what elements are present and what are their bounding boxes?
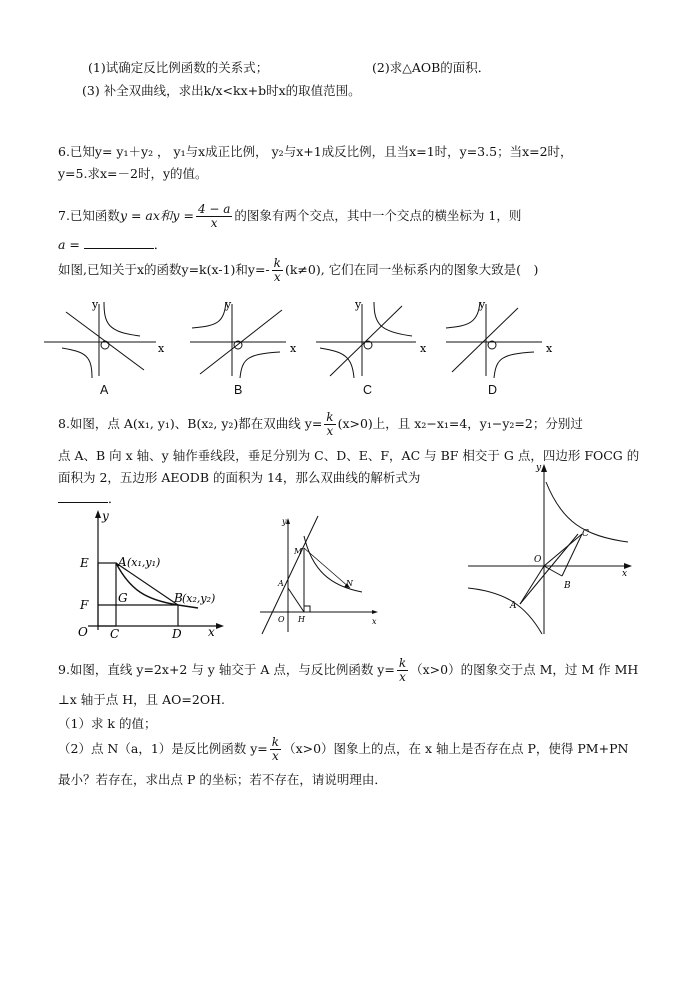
q8-figure-3 [466, 462, 636, 637]
q7b-y-label: y [225, 298, 232, 311]
q8-frac-num: k [326, 410, 334, 424]
q7-fraction [196, 203, 232, 230]
q7-func: y = ax和y = [119, 208, 194, 223]
q7-sub-pre: 如图,已知关于x的函数y=k(x-1)和y=- [58, 262, 270, 277]
q8f1-B: B [174, 591, 183, 605]
q7-answer-suffix: ． [153, 237, 167, 252]
q9-line4-den: x [272, 749, 279, 763]
q8f2-N: N [346, 579, 353, 588]
q9-line5: 最小？若存在，求出点 P 的坐标；若不存在，请说明理由． [58, 772, 387, 787]
q8f1-A: A [118, 555, 127, 569]
q8f1-A-coord: (x₁,y₁) [127, 556, 161, 569]
q8-answer-blank [58, 490, 108, 503]
q8f2-A: A [278, 579, 284, 588]
q8f3-x: x [622, 569, 628, 579]
q7-post: 的图象有两个交点，其中一个交点的横坐标为 1，则 [234, 208, 522, 223]
q8-figure-1 [70, 508, 230, 643]
q8f2-y: y [282, 517, 287, 526]
q9-line4-fraction [270, 736, 281, 763]
q9-line2: ⊥x 轴于点 H，且 AO=2OH. [58, 692, 225, 707]
q8f3-C: C [582, 529, 589, 539]
q8f1-y: y [102, 509, 109, 523]
q7-option-c: C [363, 383, 373, 397]
q5-part1: (1)试确定反比例函数的关系式； [88, 60, 269, 75]
q8-line1-post: (x>0)上，且 x₂−x₁=4，y₁−y₂=2；分别过 [337, 416, 583, 431]
q7-frac-den: x [210, 216, 218, 230]
q9-line1-pre: 9.如图，直线 y=2x+2 与 y 轴交于 A 点，与反比例函数 y= [58, 662, 395, 677]
q7-graph-d [446, 294, 571, 379]
q7-option-a: A [100, 383, 109, 397]
q9-line1 [58, 656, 638, 684]
q7-sub-post: (k≠0), 它们在同一坐标系内的图象大致是( ) [284, 262, 539, 277]
q8f1-G: G [118, 591, 128, 605]
q7-graph-b [190, 294, 315, 379]
q7-answer-line [58, 236, 166, 253]
q8-frac-den: x [326, 424, 334, 438]
q7-option-d: D [488, 383, 498, 397]
q8f1-E: E [80, 556, 89, 570]
q7-answer-prefix: a = [58, 237, 80, 252]
q5-part2: (2)求△AOB的面积． [372, 60, 491, 75]
q9-frac-num: k [398, 656, 407, 670]
q8-fraction [324, 411, 335, 438]
q9-frac-den: x [399, 670, 406, 684]
q8-line2: 点 A、B 向 x 轴、y 轴作垂线段，垂足分别为 C、D、E、F，AC 与 BF 相交于 G 点，四边形 FOCG 的 [58, 448, 640, 463]
q6-line1: 6.已知y= y₁＋y₂ ， y₁与x成正比例， y₂与x+1成反比例，且当x=1时，y=3.5；当x=2时， [58, 144, 573, 159]
q7-sub-question [58, 256, 538, 284]
q8f2-H: H [298, 615, 305, 624]
q8f1-F: F [80, 598, 89, 612]
q7-option-b: B [234, 383, 243, 397]
q9-line4-post: （x>0）图象上的点，在 x 轴上是否存在点 P，使得 PM+PN [283, 741, 629, 756]
q8-line4-end: ． [108, 491, 121, 506]
q8f3-O: O [534, 555, 542, 565]
q9-line4-num: k [271, 735, 280, 749]
q7-sub-fraction [272, 257, 283, 284]
q8-figure-2 [250, 514, 385, 639]
q7-pre: 7.已知函数 [58, 208, 120, 223]
q7a-y-label: y [92, 298, 99, 311]
q7-line1 [58, 202, 521, 230]
q9-line3: （1）求 k 的值； [58, 716, 157, 731]
q7-frac-num: 4 − a [197, 202, 231, 216]
q8f3-A: A [510, 601, 517, 611]
q8f1-x: x [208, 625, 215, 639]
q9-line1-post: （x>0）的图象交于点 M，过 M 作 MH [410, 662, 639, 677]
q9-fraction [397, 657, 408, 684]
q7d-x-label: x [546, 342, 553, 355]
q8f1-D: D [172, 627, 182, 641]
q8f3-y: y [536, 463, 542, 473]
q8f3-B: B [564, 581, 571, 591]
q8-line4 [58, 490, 121, 507]
q7-graph-c [316, 294, 441, 379]
q8-line3: 面积为 2，五边形 AEODB 的面积为 14，那么双曲线的解析式为 [58, 470, 421, 485]
q8-line1 [58, 410, 583, 438]
q8f1-O: O [78, 625, 88, 639]
q8f2-M: M [294, 547, 303, 556]
q7-sub-num: k [273, 256, 281, 270]
q8f2-O: O [278, 615, 285, 624]
q8f1-C: C [110, 627, 120, 641]
q6-line2: y=5.求x=－2时，y的值。 [58, 166, 208, 181]
q8f1-B-coord: (x₂,y₂) [182, 592, 216, 605]
q9-line4-pre: （2）点 N（a，1）是反比例函数 y= [58, 741, 268, 756]
q7d-y-label: y [479, 298, 486, 311]
q7a-x-label: x [158, 342, 165, 355]
q7c-y-label: y [355, 298, 362, 311]
q5-part3: (3) 补全双曲线，求出k/x<kx+b时x的取值范围。 [82, 83, 361, 98]
q7c-x-label: x [420, 342, 427, 355]
q8-line1-pre: 8.如图，点 A(x₁, y₁)、B(x₂, y₂)都在双曲线 y= [58, 416, 323, 431]
q7b-x-label: x [290, 342, 297, 355]
q8f2-x: x [372, 617, 377, 626]
q9-line4 [58, 734, 628, 764]
q7-sub-den: x [273, 270, 281, 284]
q7-answer-blank [84, 236, 154, 249]
q7-graph-a [44, 294, 169, 379]
